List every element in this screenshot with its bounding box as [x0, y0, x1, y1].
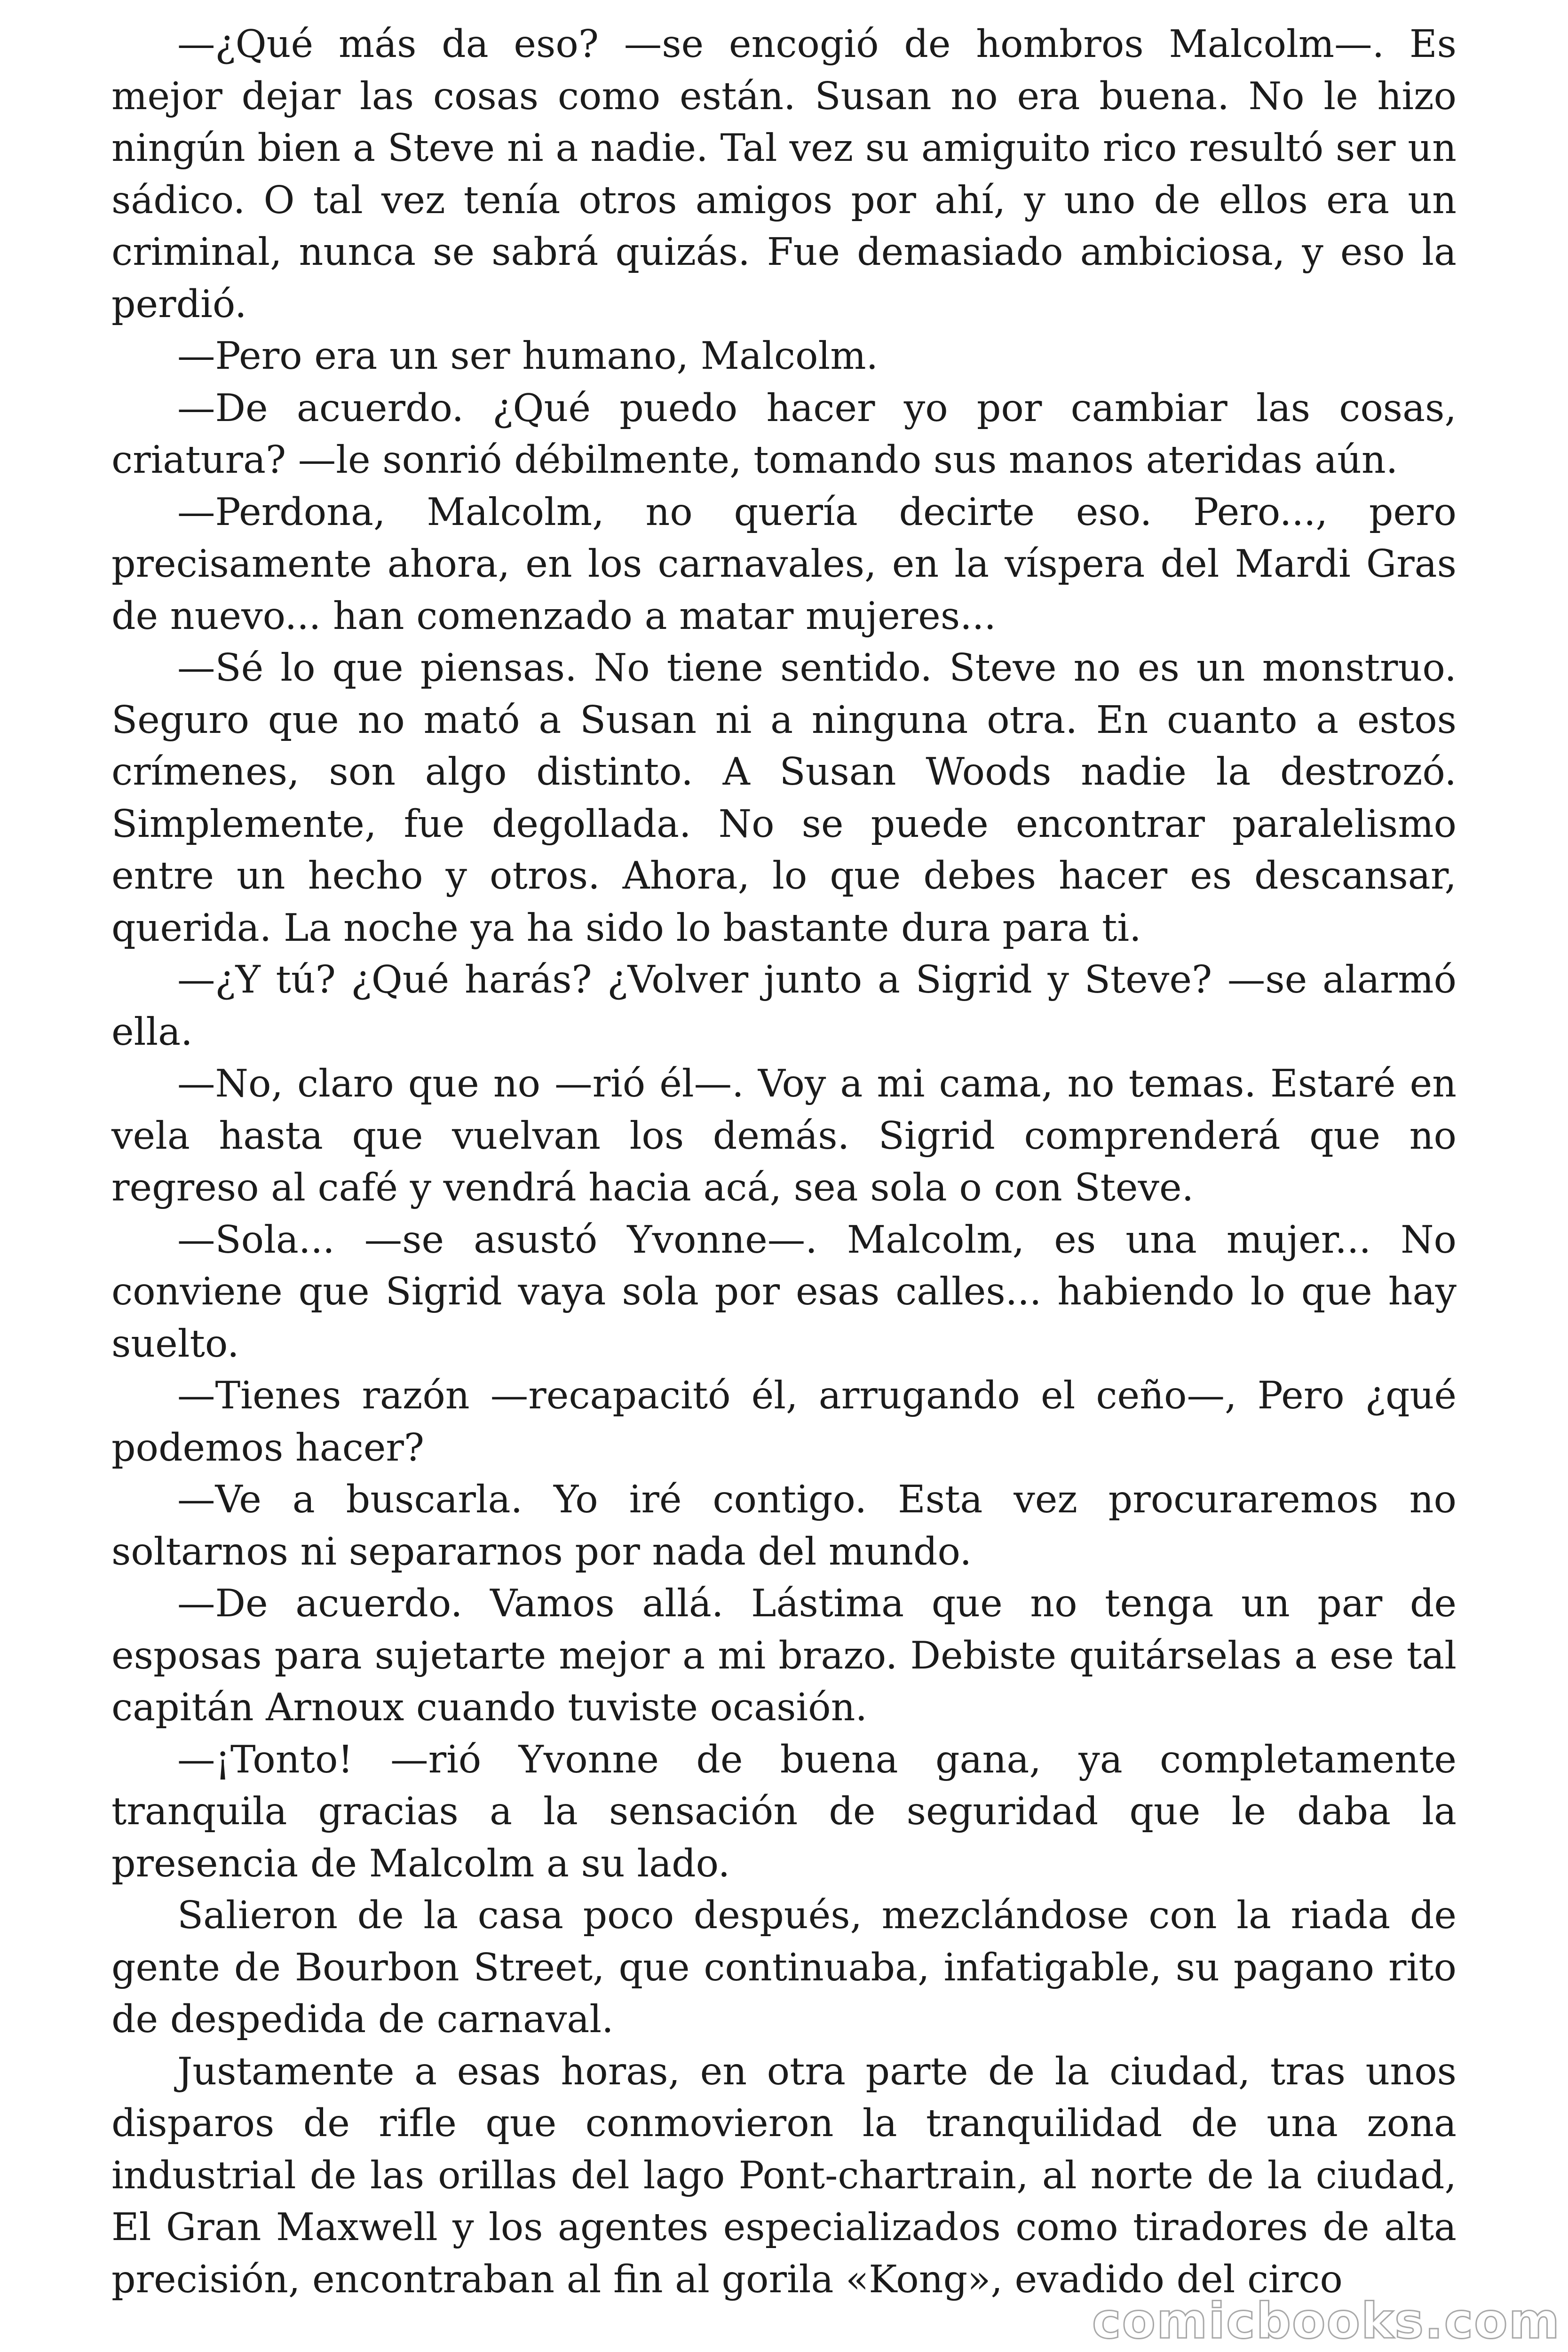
paragraph-11: —De acuerdo. Vamos allá. Lástima que no tenga un par de esposas para sujetarte mejor a mi brazo. Debiste quitárselas a ese tal capitán Arnoux cuando tuviste ocasión. [111, 1581, 1457, 1729]
paragraph-14: Justamente a esas horas, en otra parte de la ciudad, tras unos disparos de rifle que conmovieron la tranquilidad de una zona industrial de las orillas del lago Pont-chartrain, al norte de la ciudad, El Gran Maxwell y los agentes especializados como tiradores de alta precisión, encontraban al fin al gorila «Kong», evadido del circo [111, 2049, 1457, 2301]
paragraph-12: —¡Tonto! —rió Yvonne de buena gana, ya completamente tranquila gracias a la sensación de seguridad que le daba la presencia de Malcolm a su lado. [111, 1737, 1457, 1885]
paragraph-4: —Perdona, Malcolm, no quería decirte eso. Pero..., pero precisamente ahora, en los carnavales, en la víspera del Mardi Gras de nuevo... han comenzado a matar mujeres... [111, 489, 1457, 638]
paragraph-9: —Tienes razón —recapacitó él, arrugando el ceño—, Pero ¿qué podemos hacer? [111, 1373, 1457, 1470]
watermark-logo: comicbooks.com [1092, 2292, 1560, 2350]
paragraph-6: —¿Y tú? ¿Qué harás? ¿Volver junto a Sigrid y Steve? —se alarmó ella. [111, 957, 1457, 1054]
paragraph-7: —No, claro que no —rió él—. Voy a mi cama, no temas. Estaré en vela hasta que vuelvan los demás. Sigrid comprenderá que no regreso al café y vendrá hacia acá, sea sola o con Steve. [111, 1061, 1457, 1209]
paragraph-2: —Pero era un ser humano, Malcolm. [177, 334, 879, 378]
paragraph-13: Salieron de la casa poco después, mezclándose con la riada de gente de Bourbon Street, que continuaba, infatigable, su pagano rito de despedida de carnaval. [111, 1893, 1457, 2041]
paragraph-3: —De acuerdo. ¿Qué puedo hacer yo por cambiar las cosas, criatura? —le sonrió débilmente, tomando sus manos ateridas aún. [111, 385, 1457, 482]
paragraph-10: —Ve a buscarla. Yo iré contigo. Esta vez procuraremos no soltarnos ni separarnos por nada del mundo. [111, 1477, 1457, 1573]
book-page [111, 18, 1457, 2305]
paragraph-5: —Sé lo que piensas. No tiene sentido. Steve no es un monstruo. Seguro que no mató a Susan ni a ninguna otra. En cuanto a estos crímenes, son algo distinto. A Susan Woods nadie la destrozó. Simplemente, fue degollada. No se puede encontrar paralelismo entre un hecho y otros. Ahora, lo que debes hacer es descansar, querida. La noche ya ha sido lo bastante dura para ti. [111, 645, 1457, 950]
paragraph-1: —¿Qué más da eso? —se encogió de hombros Malcolm—. Es mejor dejar las cosas como están. Susan no era buena. No le hizo ningún bien a Steve ni a nadie. Tal vez su amiguito rico resultó ser un sádico. O tal vez tenía otros amigos por ahí, y uno de ellos era un criminal, nunca se sabrá quizás. Fue demasiado ambiciosa, y eso la perdió. [111, 22, 1457, 326]
paragraph-8: —Sola... —se asustó Yvonne—. Malcolm, es una mujer... No conviene que Sigrid vaya sola por esas calles... habiendo lo que hay suelto. [111, 1217, 1457, 1366]
